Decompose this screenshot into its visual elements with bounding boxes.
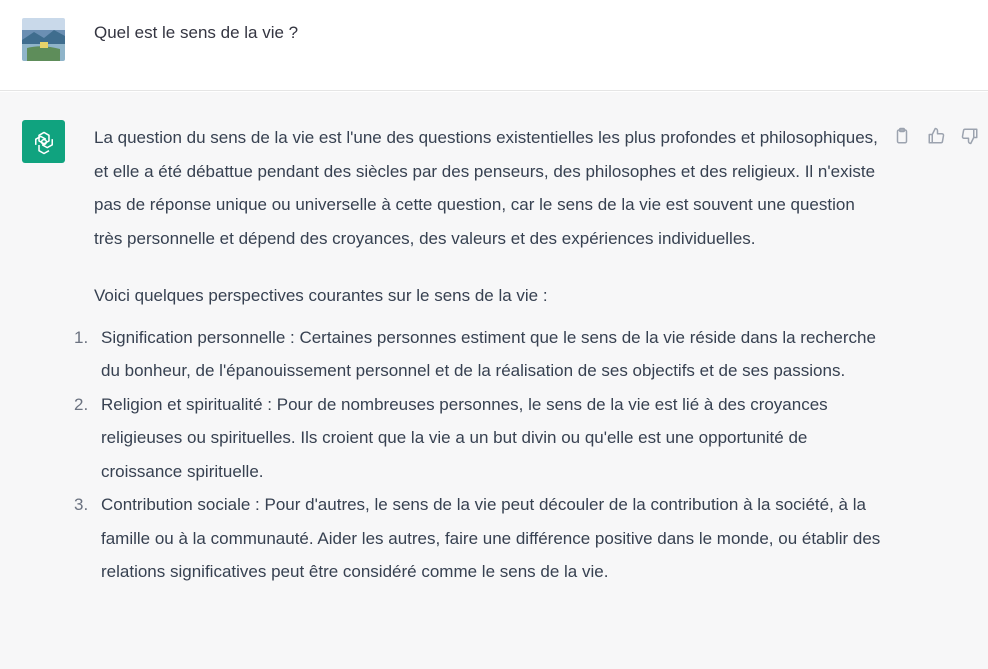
thumbs-up-icon[interactable]	[924, 124, 948, 148]
list-item-number: 1.	[74, 327, 89, 347]
assistant-intro-paragraph: La question du sens de la vie est l'une des questions existentielles les plus profondes et philosophiques, et elle a été débattue pendant des siècles par des penseurs, des philosophes et des religieux. Il n'existe pas de réponse unique ou universelle à cette question, car le sens de la vie est souvent une question très personnelle et dépend des croyances, des valeurs et des expériences individuelles.	[94, 128, 878, 248]
assistant-message-row	[0, 92, 988, 669]
list-item	[74, 488, 884, 589]
thumbs-down-icon[interactable]	[958, 124, 982, 148]
list-item-text: Contribution sociale : Pour d'autres, le sens de la vie peut découler de la contribution à la société, à la famille ou à la communauté. Aider les autres, faire une différence positive dans le monde, ou établir des relations significatives peut être considéré comme le sens de la vie.	[101, 495, 881, 581]
list-item-text: Signification personnelle : Certaines personnes estiment que le sens de la vie réside dans la recherche du bonheur, de l'épanouissement personnel et de la réalisation de ses objectifs et de ses passions.	[101, 327, 876, 380]
list-item-text: Religion et spiritualité : Pour de nombreuses personnes, le sens de la vie est lié à des croyances religieuses ou spirituelles. Ils croient que la vie a un but divin ou qu'elle est une opportunité de croissance spirituelle.	[101, 394, 828, 481]
user-message-row	[0, 0, 988, 91]
list-item	[74, 388, 884, 489]
assistant-message-content	[74, 121, 884, 589]
user-avatar	[22, 18, 65, 61]
assistant-lead-paragraph: Voici quelques perspectives courantes sur le sens de la vie :	[94, 286, 548, 305]
user-message-text: Quel est le sens de la vie ?	[94, 23, 299, 42]
perspectives-list	[74, 321, 884, 589]
clipboard-icon[interactable]	[890, 124, 914, 148]
message-actions	[890, 124, 982, 148]
list-item-number: 3.	[74, 495, 89, 514]
openai-logo-icon	[22, 120, 65, 163]
list-item	[74, 321, 884, 388]
list-item-number: 2.	[74, 394, 89, 414]
